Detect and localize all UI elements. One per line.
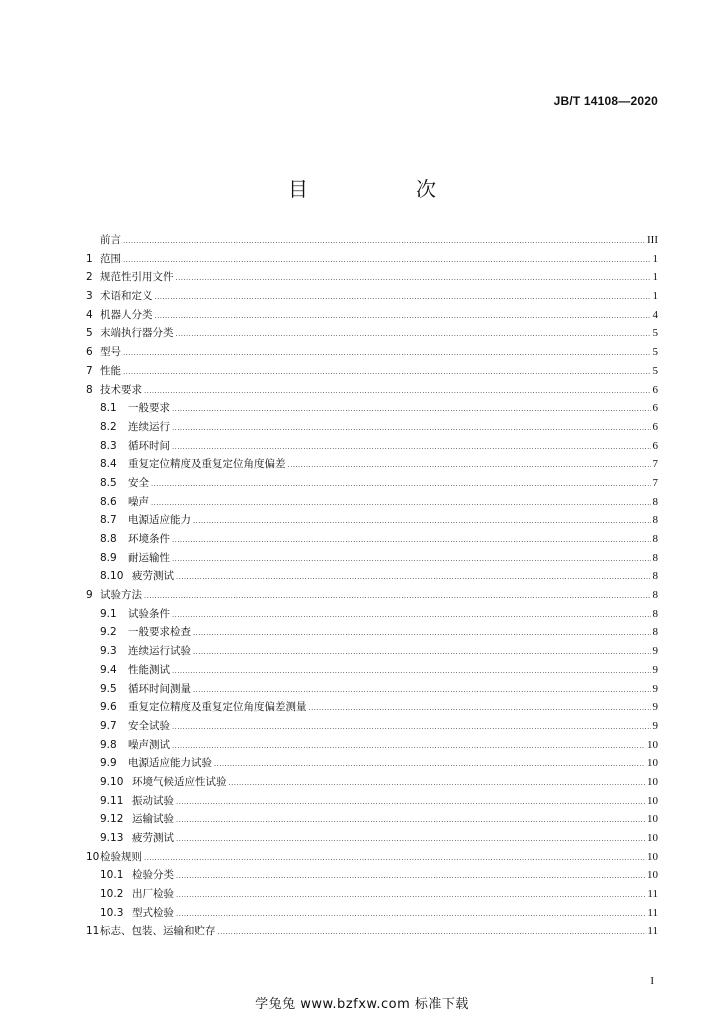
toc-entry[interactable]	[86, 418, 658, 437]
toc-entry-label: 环境气候适应性试验	[132, 775, 227, 788]
toc-entry-number: 9.1	[100, 607, 117, 620]
toc-leader-dots	[123, 251, 651, 270]
toc-entry-label: 疲劳测试	[132, 832, 174, 844]
toc-leader-dots	[176, 269, 651, 288]
toc-entry-label: 电源适应能力	[128, 514, 191, 527]
toc-entry-number: 8.7	[100, 514, 117, 527]
toc-entry-page: 6	[652, 420, 658, 433]
toc-entry-label: 术语和定义	[100, 290, 153, 303]
footer-watermark: 学兔兔 www.bzfxw.com 标准下载	[255, 997, 469, 1012]
toc-leader-dots	[176, 867, 645, 886]
toc-entry-page: 8	[652, 626, 658, 639]
page-title: 目 次	[288, 177, 480, 201]
toc-entry-label: 标志、包装、运输和贮存	[100, 925, 216, 938]
toc-entry[interactable]	[86, 792, 658, 811]
toc-entry-page: 7	[652, 458, 658, 471]
toc-entry[interactable]	[86, 306, 658, 325]
toc-entry-page: 10	[647, 813, 658, 826]
toc-entry-label: 技术要求	[100, 383, 142, 396]
toc-entry[interactable]	[86, 268, 658, 287]
toc-entry[interactable]	[86, 474, 658, 493]
toc-entry[interactable]	[86, 455, 658, 474]
toc-entry-page: 8	[652, 589, 658, 602]
toc-entry-page: 5	[652, 327, 658, 340]
toc-entry-label: 循环时间	[128, 439, 170, 452]
standard-code: JB/T 14108—2020	[553, 94, 658, 108]
toc-entry[interactable]	[86, 549, 658, 568]
toc-entry-label: 电源适应能力试验	[128, 757, 212, 770]
toc-entry-number: 9.9	[100, 757, 117, 770]
toc-entry-number: 8.1	[100, 402, 117, 415]
toc-entry[interactable]	[86, 250, 658, 269]
toc-entry-label: 噪声	[128, 495, 149, 508]
toc-entry-page: 11	[647, 888, 658, 901]
toc-entry-number: 8.8	[100, 533, 117, 545]
toc-entry-number: 9	[86, 589, 93, 602]
toc-entry-number: 10	[86, 850, 100, 863]
toc-entry-page: 8	[652, 514, 658, 527]
toc-entry[interactable]	[86, 810, 658, 829]
toc-entry-label: 运输试验	[132, 813, 174, 826]
toc-leader-dots	[144, 849, 645, 868]
toc-entry[interactable]	[86, 885, 658, 904]
toc-entry-label: 性能测试	[128, 663, 170, 676]
toc-entry[interactable]	[86, 717, 658, 736]
toc-entry-label: 疲劳测试	[132, 570, 174, 583]
toc-entry[interactable]	[86, 754, 658, 773]
toc-entry-page: III	[647, 234, 658, 246]
toc-leader-dots	[123, 344, 651, 363]
toc-entry[interactable]	[86, 661, 658, 680]
toc-entry-label: 范围	[100, 252, 121, 265]
toc-leader-dots	[172, 419, 651, 438]
toc-entry-label: 机器人分类	[100, 308, 153, 321]
toc-entry-label: 连续运行	[128, 420, 170, 433]
toc-entry-page: 8	[652, 570, 658, 583]
toc-entry[interactable]	[86, 642, 658, 661]
toc-leader-dots	[155, 307, 651, 326]
toc-entry-label: 振动试验	[132, 794, 174, 807]
toc-entry-number: 5	[86, 327, 93, 340]
toc-entry-label: 安全	[128, 476, 149, 489]
toc-entry-label: 重复定位精度及重复定位角度偏差测量	[128, 701, 307, 714]
toc-entry-label: 安全试验	[128, 719, 170, 732]
toc-entry-number: 10.1	[100, 869, 124, 882]
toc-entry-number: 10.2	[100, 888, 124, 901]
toc-entry[interactable]	[86, 362, 658, 381]
toc-entry-number: 6	[86, 346, 93, 359]
toc-entry-page: 10	[647, 869, 658, 882]
toc-leader-dots	[144, 382, 651, 401]
toc-entry-number: 8.9	[100, 551, 117, 564]
toc-entry[interactable]	[86, 922, 658, 941]
toc-entry[interactable]	[86, 698, 658, 717]
toc-entry-number: 9.5	[100, 682, 117, 695]
toc-entry[interactable]	[86, 586, 658, 605]
toc-entry[interactable]	[86, 381, 658, 400]
toc-leader-dots	[309, 699, 651, 718]
toc-entry-number: 9.7	[100, 719, 117, 732]
toc-entry-page: 9	[652, 701, 658, 714]
toc-leader-dots	[288, 456, 651, 475]
toc-leader-dots	[193, 681, 651, 700]
toc-entry-number: 4	[86, 308, 93, 321]
toc-entry-page: 7	[652, 476, 658, 489]
toc-leader-dots	[144, 587, 651, 606]
toc-leader-dots	[151, 475, 651, 494]
toc-entry-number: 9.11	[100, 794, 124, 807]
toc-entry-label: 末端执行器分类	[100, 327, 174, 340]
toc-entry[interactable]	[86, 530, 658, 549]
toc-entry-number: 9.3	[100, 645, 117, 658]
toc-entry-page: 10	[647, 738, 658, 751]
toc-entry-page: 10	[647, 775, 658, 788]
toc-entry[interactable]	[86, 605, 658, 624]
toc-leader-dots	[176, 793, 645, 812]
toc-leader-dots	[151, 494, 651, 513]
toc-leader-dots	[172, 531, 651, 550]
toc-entry-number: 9.10	[100, 775, 124, 788]
toc-entry-label: 检验分类	[132, 869, 174, 882]
toc-entry-page: 8	[652, 495, 658, 508]
toc-entry[interactable]	[86, 343, 658, 362]
toc-leader-dots	[176, 568, 651, 587]
toc-entry[interactable]	[86, 736, 658, 755]
toc-entry[interactable]	[86, 567, 658, 586]
toc-entry-label: 规范性引用文件	[100, 271, 174, 284]
toc-entry-page: 10	[647, 794, 658, 807]
toc-leader-dots	[229, 774, 646, 793]
toc-entry-page: 10	[647, 832, 658, 844]
toc-entry-number: 10.3	[100, 906, 124, 919]
toc-entry[interactable]	[86, 493, 658, 512]
toc-leader-dots	[193, 643, 651, 662]
toc-entry-page: 11	[647, 925, 658, 938]
toc-leader-dots	[176, 325, 651, 344]
toc-entry-number: 9.2	[100, 626, 117, 639]
toc-entry-number: 3	[86, 290, 93, 303]
toc-entry-page: 8	[652, 607, 658, 620]
toc-leader-dots	[176, 905, 645, 924]
toc-entry-page: 10	[647, 850, 658, 863]
toc-entry-page: 1	[652, 290, 658, 303]
toc-leader-dots	[172, 400, 651, 419]
toc-leader-dots	[172, 718, 651, 737]
toc-entry-number: 11	[86, 925, 100, 938]
toc-leader-dots	[172, 550, 651, 569]
toc-entry-number: 9.4	[100, 663, 117, 676]
toc-leader-dots	[172, 662, 651, 681]
toc-entry-label: 试验方法	[100, 589, 142, 602]
toc-entry-number: 8.3	[100, 439, 117, 452]
toc-entry[interactable]	[86, 623, 658, 642]
toc-entry-number: 8.2	[100, 420, 117, 433]
toc-entry-page: 6	[652, 439, 658, 452]
toc-entry[interactable]	[86, 437, 658, 456]
toc-entry-page: 11	[647, 906, 658, 919]
toc-leader-dots	[123, 363, 651, 382]
toc-leader-dots	[218, 923, 646, 942]
toc-leader-dots	[176, 811, 645, 830]
toc-entry-page: 5	[652, 346, 658, 359]
toc-leader-dots	[172, 606, 651, 625]
toc-entry[interactable]	[86, 399, 658, 418]
toc-entry[interactable]	[86, 287, 658, 306]
toc-entry[interactable]	[86, 829, 658, 848]
toc-entry-label: 一般要求检查	[128, 626, 191, 639]
toc-entry[interactable]	[86, 324, 658, 343]
toc-entry-label: 型式检验	[132, 906, 174, 919]
toc-entry-page: 9	[652, 719, 658, 732]
toc-entry[interactable]	[86, 773, 658, 792]
toc-entry-page: 10	[647, 757, 658, 770]
toc-entry-label: 出厂检验	[132, 888, 174, 901]
toc-entry-label: 环境条件	[128, 533, 170, 545]
toc-entry[interactable]	[86, 511, 658, 530]
toc-entry[interactable]	[86, 904, 658, 923]
toc-entry-number: 9.6	[100, 701, 117, 714]
toc-entry-number: 9.12	[100, 813, 124, 826]
toc-entry-label: 前言	[100, 234, 121, 246]
toc-entry-label: 检验规则	[100, 850, 142, 863]
toc-entry-label: 耐运输性	[128, 551, 170, 564]
toc-leader-dots	[155, 288, 651, 307]
toc-entry-label: 循环时间测量	[128, 682, 191, 695]
toc-entry-label: 性能	[100, 364, 121, 377]
toc-entry-number: 8.10	[100, 570, 124, 583]
toc-entry-number: 9.13	[100, 832, 124, 844]
toc-entry-number: 8.4	[100, 458, 117, 471]
toc-entry-number: 8	[86, 383, 93, 396]
toc-entry[interactable]	[86, 680, 658, 699]
toc-entry-label: 试验条件	[128, 607, 170, 620]
toc-entry-page: 9	[652, 682, 658, 695]
toc-entry-number: 8.5	[100, 476, 117, 489]
toc-entry-page: 4	[652, 308, 658, 321]
toc-entry-label: 一般要求	[128, 402, 170, 415]
toc-entry-label: 重复定位精度及重复定位角度偏差	[128, 458, 286, 471]
toc-entry-page: 1	[652, 252, 658, 265]
toc-entry-label: 型号	[100, 346, 121, 359]
toc-entry-number: 7	[86, 364, 93, 377]
toc-leader-dots	[123, 232, 645, 251]
toc-entry-page: 8	[652, 533, 658, 545]
toc-leader-dots	[214, 755, 645, 774]
toc-entry-page: 9	[652, 645, 658, 658]
toc-entry-number: 2	[86, 271, 93, 284]
page-number: I	[650, 975, 654, 987]
toc-entry-label: 噪声测试	[128, 738, 170, 751]
toc-leader-dots	[176, 886, 645, 905]
toc-entry-page: 9	[652, 663, 658, 676]
toc-leader-dots	[176, 830, 645, 849]
toc-entry[interactable]	[86, 848, 658, 867]
toc-entry-number: 1	[86, 252, 93, 265]
toc-entry[interactable]	[86, 866, 658, 885]
toc-entry-number: 9.8	[100, 738, 117, 751]
toc-entry[interactable]	[86, 231, 658, 250]
toc-entry-page: 6	[652, 402, 658, 415]
toc-leader-dots	[172, 438, 651, 457]
toc-leader-dots	[193, 624, 651, 643]
toc-entry-page: 6	[652, 383, 658, 396]
toc-entry-page: 1	[652, 271, 658, 284]
toc-entry-page: 5	[652, 364, 658, 377]
table-of-contents	[86, 231, 658, 941]
toc-leader-dots	[172, 737, 645, 756]
toc-leader-dots	[193, 512, 651, 531]
toc-entry-page: 8	[652, 551, 658, 564]
toc-entry-label: 连续运行试验	[128, 645, 191, 658]
toc-entry-number: 8.6	[100, 495, 117, 508]
